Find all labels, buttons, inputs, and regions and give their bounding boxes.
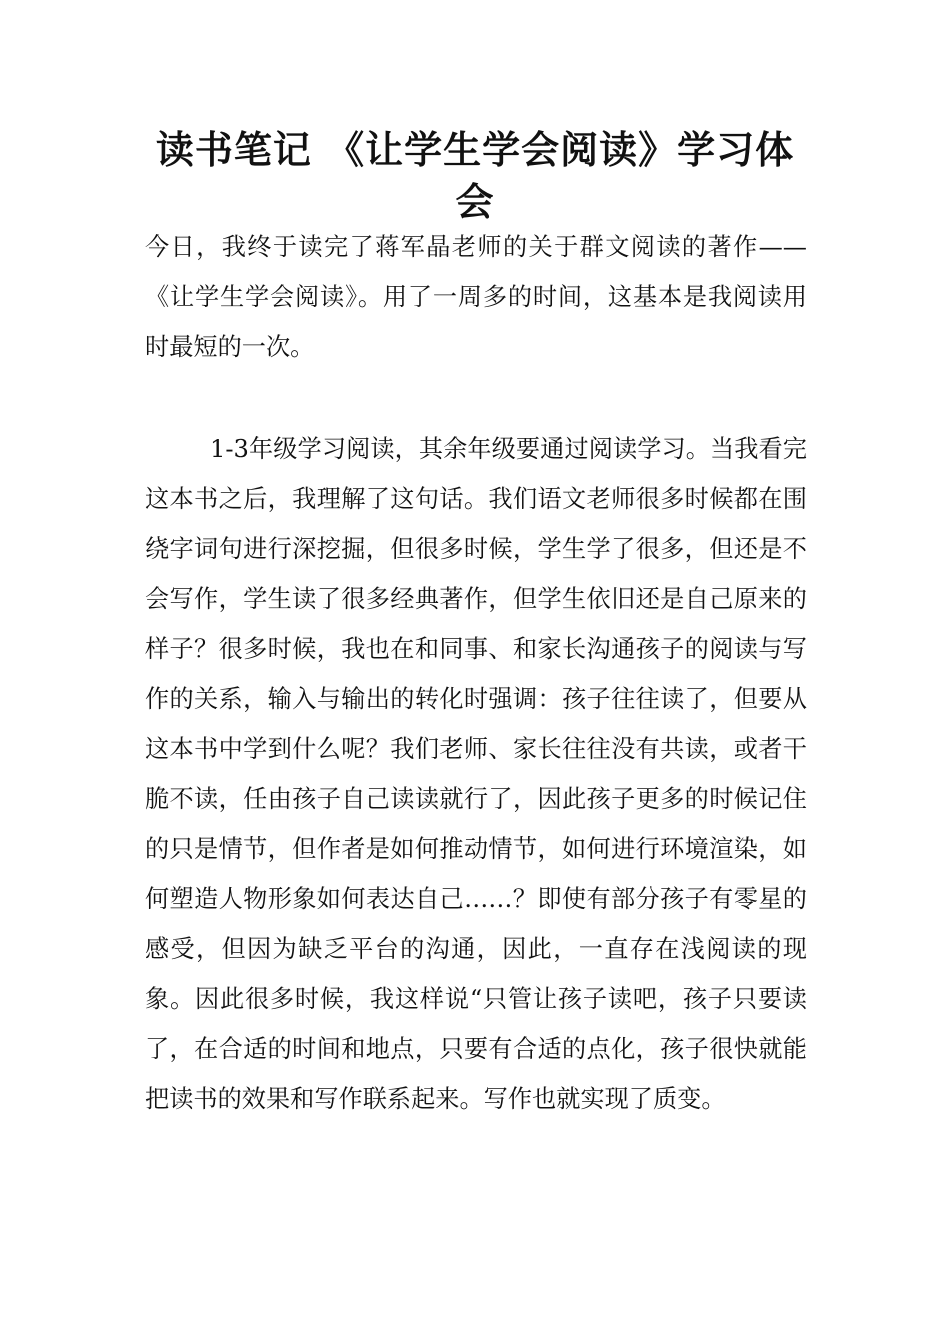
- paragraph-body: 1-3年级学习阅读，其余年级要通过阅读学习。当我看完这本书之后，我理解了这句话。我们语文老师很多时候都在围绕字词句进行深挖掘，但很多时候，学生学了很多，但还是不会写作，学生读了很多经典著作，但学生依旧还是自己原来的样子？很多时候，我也在和同事、和家长沟通孩子的阅读与写作的关系，输入与输出的转化时强调：孩子往往读了，但要从这本书中学到什么呢？我们老师、家长往往没有共读，或者干脆不读，任由孩子自己读读就行了，因此孩子更多的时候记住的只是情节，但作者是如何推动情节，如何进行环境渲染，如何塑造人物形象如何表达自己……？即使有部分孩子有零星的感受，但因为缺乏平台的沟通，因此，一直存在浅阅读的现象。因此很多时候，我这样说“只管让孩子读吧，孩子只要读了，在合适的时间和地点，只要有合适的点化，孩子很快就能把读书的效果和写作联系起来。写作也就实现了质变。: [145, 435, 807, 1113]
- paragraph-intro: 今日，我终于读完了蒋军晶老师的关于群文阅读的著作——《让学生学会阅读》。用了一周多的时间，这基本是我阅读用时最短的一次。: [145, 233, 807, 361]
- document-title: 读书笔记 《让学生学会阅读》学习体会: [155, 128, 795, 224]
